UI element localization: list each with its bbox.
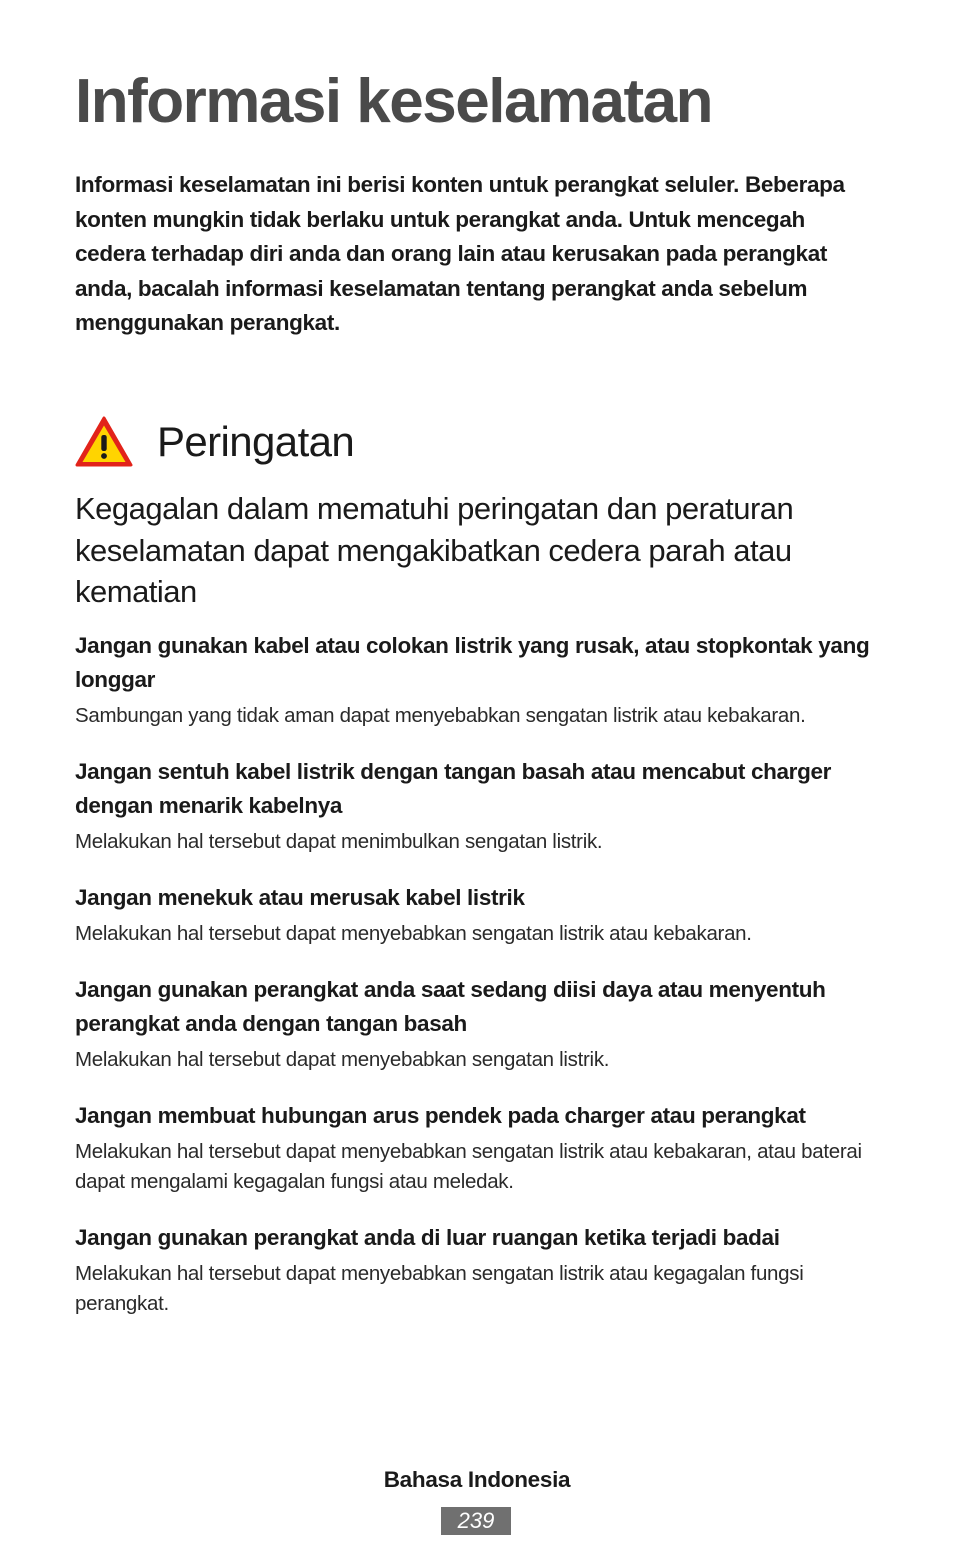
list-item xyxy=(75,755,875,857)
warning-title: Peringatan xyxy=(157,418,355,465)
list-item xyxy=(75,629,875,731)
warning-triangle-icon xyxy=(75,416,133,468)
list-item xyxy=(75,973,875,1075)
item-heading: Jangan gunakan perangkat anda saat sedang diisi daya atau menyentuh perangkat anda dengan tangan basah xyxy=(75,977,826,1036)
list-item xyxy=(75,881,875,949)
item-body: Melakukan hal tersebut dapat menyebabkan sengatan listrik atau kegagalan fungsi perangkat. xyxy=(75,1262,804,1315)
warning-subheading: Kegagalan dalam mematuhi peringatan dan peraturan keselamatan dapat mengakibatkan cedera parah atau kematian xyxy=(75,491,794,609)
item-body: Melakukan hal tersebut dapat menyebabkan sengatan listrik atau kebakaran, atau baterai dapat mengalami kegagalan fungsi atau meledak. xyxy=(75,1140,862,1193)
list-item xyxy=(75,1221,875,1319)
page-title: Informasi keselamatan xyxy=(75,67,713,136)
item-body: Melakukan hal tersebut dapat menyebabkan sengatan listrik atau kebakaran. xyxy=(75,922,752,945)
page-number: 239 xyxy=(441,1507,511,1535)
item-body: Melakukan hal tersebut dapat menimbulkan sengatan listrik. xyxy=(75,830,603,853)
list-item xyxy=(75,1099,875,1197)
warning-heading xyxy=(75,414,354,470)
item-heading: Jangan membuat hubungan arus pendek pada charger atau perangkat xyxy=(75,1103,806,1128)
item-body: Melakukan hal tersebut dapat menyebabkan sengatan listrik. xyxy=(75,1048,610,1071)
item-heading: Jangan sentuh kabel listrik dengan tangan basah atau mencabut charger dengan menarik kabelnya xyxy=(75,759,832,818)
intro-paragraph: Informasi keselamatan ini berisi konten untuk perangkat seluler. Beberapa konten mungkin tidak berlaku untuk perangkat anda. Untuk mencegah cedera terhadap diri anda dan orang lain atau kerusakan pada perangkat anda, bacalah informasi keselamatan tentang perangkat anda sebelum menggunakan perangkat. xyxy=(75,172,845,335)
footer-language: Bahasa Indonesia xyxy=(383,1467,571,1492)
item-heading: Jangan gunakan perangkat anda di luar ruangan ketika terjadi badai xyxy=(75,1225,780,1250)
item-heading: Jangan menekuk atau merusak kabel listrik xyxy=(75,885,525,910)
item-body: Sambungan yang tidak aman dapat menyebabkan sengatan listrik atau kebakaran. xyxy=(75,704,806,727)
item-heading: Jangan gunakan kabel atau colokan listrik yang rusak, atau stopkontak yang longgar xyxy=(75,633,870,692)
warning-items-list xyxy=(75,629,875,1343)
